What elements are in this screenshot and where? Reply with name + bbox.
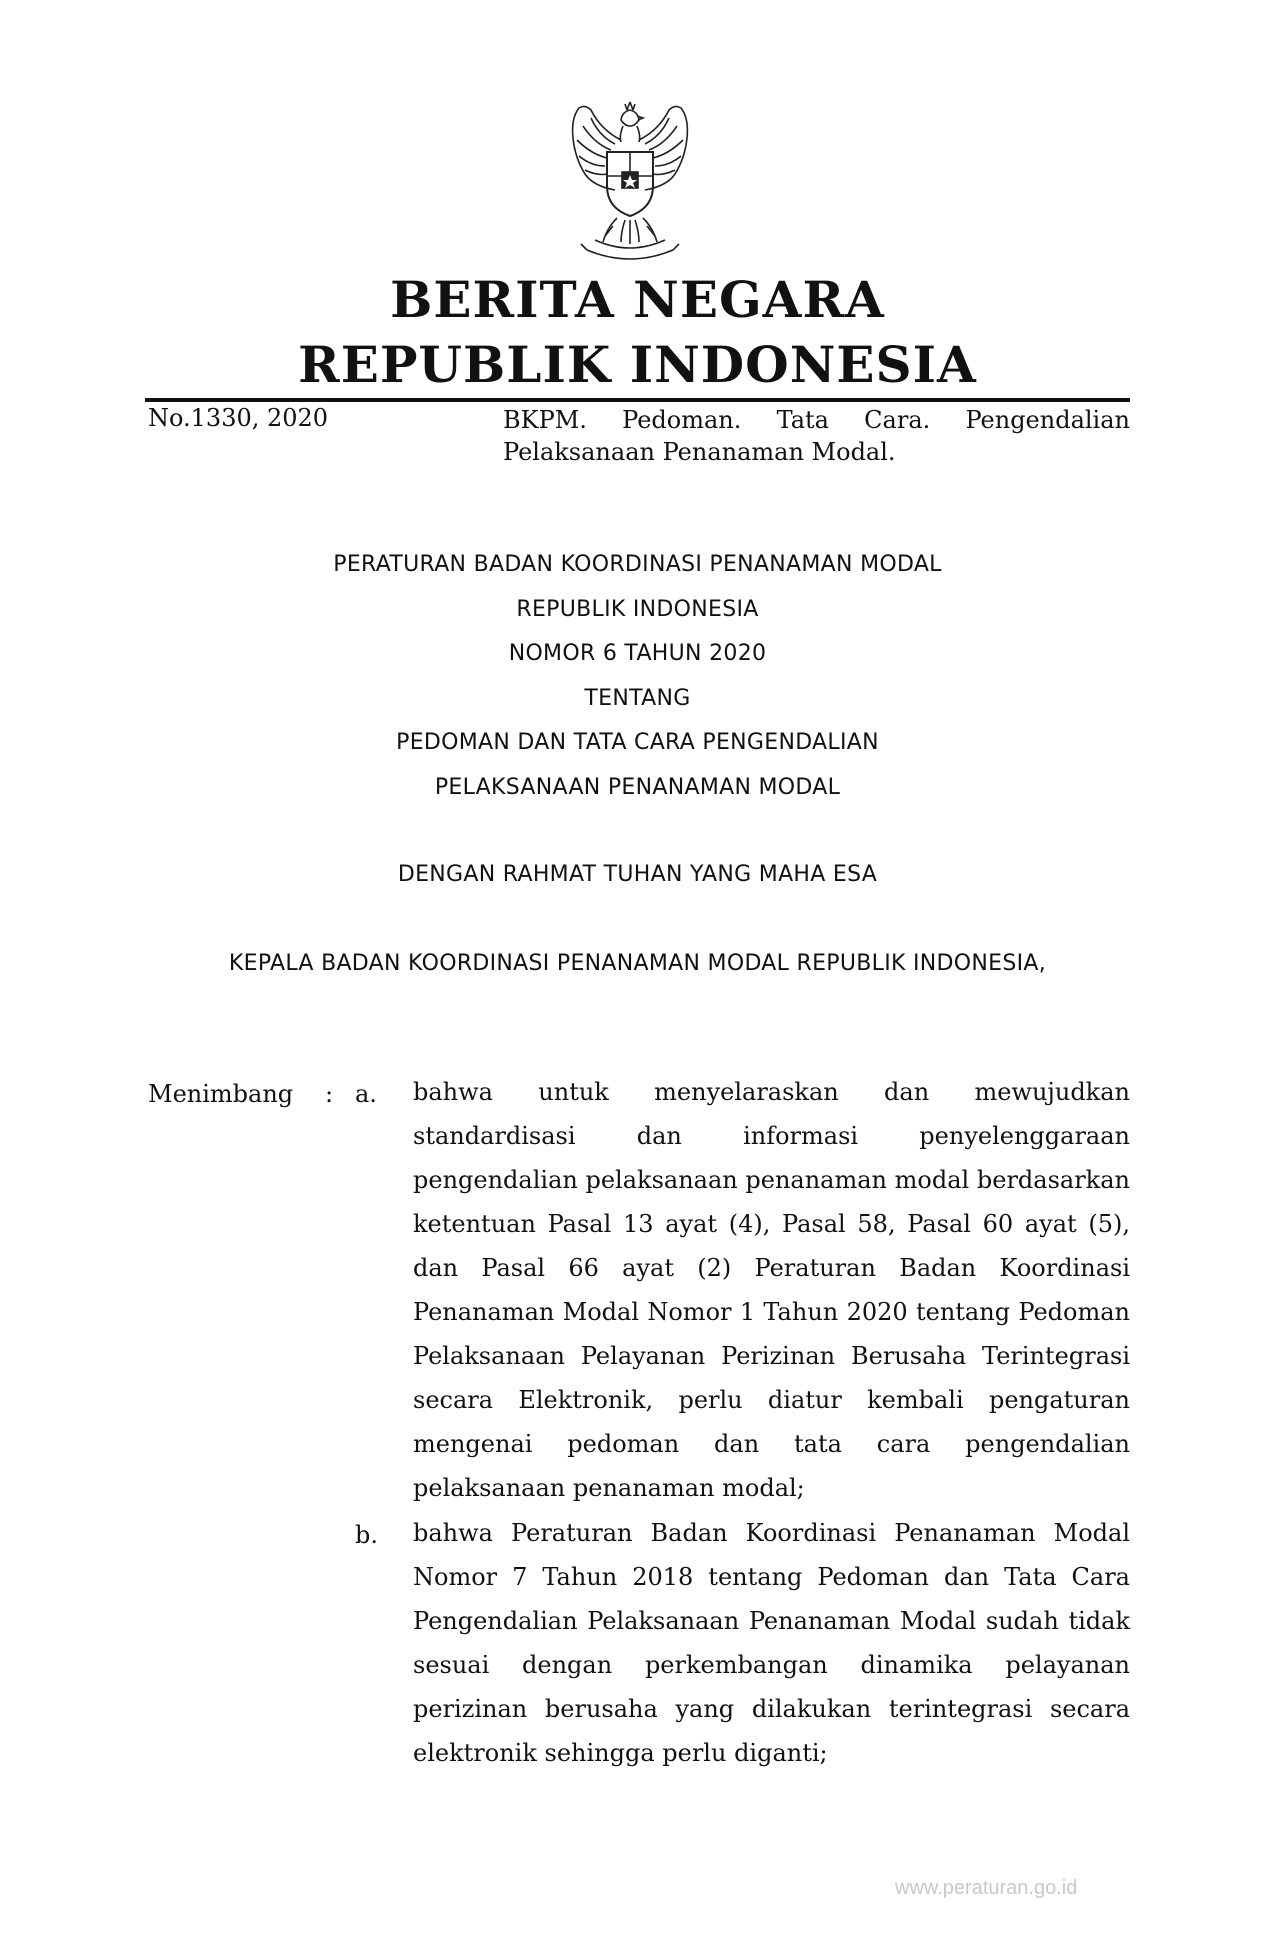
gazette-description-line2: Pelaksanaan Penanaman Modal.	[503, 438, 896, 466]
issuing-authority: KEPALA BADAN KOORDINASI PENANAMAN MODAL REPUBLIK INDONESIA,	[228, 951, 1047, 976]
consideration-a-mark: a.	[355, 1080, 377, 1108]
site-watermark: www.peraturan.go.id	[895, 1877, 1078, 1899]
regulation-title-line1: PERATURAN BADAN KOORDINASI PENANAMAN MODAL	[333, 552, 942, 577]
garuda-emblem-icon	[555, 100, 705, 270]
gazette-title-line2: REPUBLIK INDONESIA	[298, 335, 977, 394]
consideration-b-text: bahwa Peraturan Badan Koordinasi Penanaman Modal Nomor 7 Tahun 2018 tentang Pedoman dan Tata Cara Pengendalian Pelaksanaan Penanaman Modal sudah tidak sesuai dengan perkembangan dinamika pelayanan perizinan berusaha yang dilakukan terintegrasi secara elektronik sehingga perlu diganti;	[413, 1519, 1130, 1767]
gazette-title-line1: BERITA NEGARA	[390, 270, 885, 329]
regulation-subject-line2: PELAKSANAAN PENANAMAN MODAL	[434, 775, 841, 800]
header-divider	[145, 398, 1130, 402]
regulation-title-line2: REPUBLIK INDONESIA	[516, 597, 759, 622]
considerations-colon: :	[325, 1080, 334, 1108]
regulation-tentang: TENTANG	[584, 686, 691, 711]
regulation-number: NOMOR 6 TAHUN 2020	[508, 641, 767, 666]
gazette-description-line1: BKPM. Pedoman. Tata Cara. Pengendalian	[503, 406, 1130, 434]
consideration-a-text: bahwa untuk menyelaraskan dan mewujudkan standardisasi dan informasi penyelenggaraan pengendalian pelaksanaan penanaman modal berdasarkan ketentuan Pasal 13 ayat (4), Pasal 58, Pasal 60 ayat (5), dan Pasal 66 ayat (2) Peraturan Badan Koordinasi Penanaman Modal Nomor 1 Tahun 2020 tentang Pedoman Pelaksanaan Pelayanan Perizinan Berusaha Terintegrasi secara Elektronik, perlu diatur kembali pengaturan mengenai pedoman dan tata cara pengendalian pelaksanaan penanaman modal;	[413, 1078, 1130, 1502]
gazette-number: No.1330, 2020	[148, 404, 329, 432]
regulation-subject-line1: PEDOMAN DAN TATA CARA PENGENDALIAN	[396, 730, 879, 755]
consideration-b-mark: b.	[355, 1521, 378, 1549]
considerations-label: Menimbang	[148, 1080, 294, 1108]
invocation: DENGAN RAHMAT TUHAN YANG MAHA ESA	[397, 862, 878, 887]
gazette-description	[503, 404, 1130, 468]
